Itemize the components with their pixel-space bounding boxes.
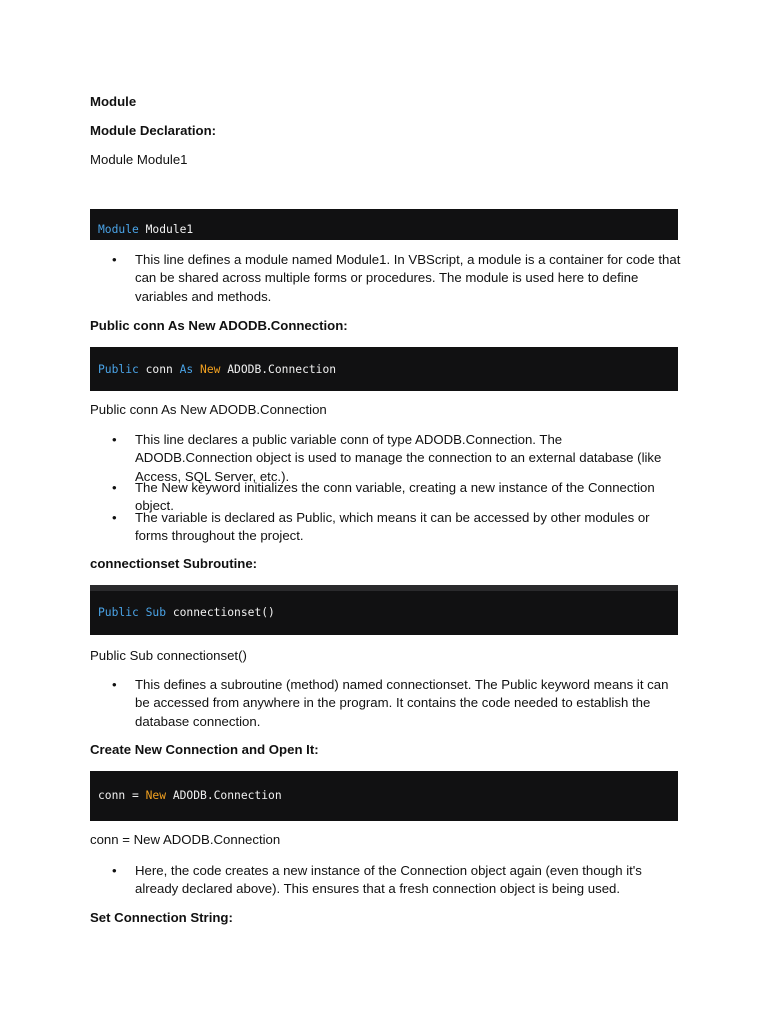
list-item — [112, 509, 682, 546]
bullet-icon: • — [112, 480, 117, 495]
code-block-sub — [90, 585, 678, 635]
code-keyword: Sub — [145, 606, 167, 619]
list-item — [112, 676, 682, 731]
bullet-text: The New keyword initializes the conn variable, creating a new instance of the Connection object. — [135, 480, 655, 514]
code-keyword: As — [179, 363, 194, 376]
create-text: conn = New ADODB.Connection — [90, 832, 281, 847]
bullet-text: Here, the code creates a new instance of the Connection object again (even though it's already declared above). This ensures that a fresh connection object is being used. — [135, 863, 642, 897]
code-block-module — [90, 209, 678, 240]
bullet-text: This line defines a module named Module1. In VBScript, a module is a container for code that can be shared across multiple forms or procedures. The module is used here to define variables and methods. — [135, 252, 681, 304]
sub-heading: connectionset Subroutine: — [90, 556, 258, 571]
list-item — [112, 251, 682, 306]
code-token: ADODB.Connection — [166, 789, 282, 802]
sub-text: Public Sub connectionset() — [90, 648, 247, 663]
set-heading: Set Connection String: — [90, 910, 233, 925]
code-token: Module1 — [138, 223, 194, 236]
code-line — [98, 363, 336, 376]
code-token: ADODB.Connection — [220, 363, 337, 376]
bullet-text: This line declares a public variable conn of type ADODB.Connection. The ADODB.Connection object is used to manage the connection to an external database (like Access, SQL Server, etc.). — [135, 432, 662, 484]
code-line — [98, 789, 282, 802]
code-line — [98, 223, 193, 236]
code-keyword: Public — [98, 606, 139, 619]
list-item — [112, 431, 682, 486]
code-block-create — [90, 771, 678, 821]
bullet-text: The variable is declared as Public, which means it can be accessed by other modules or forms throughout the project. — [135, 510, 650, 544]
conn-heading: Public conn As New ADODB.Connection: — [90, 318, 348, 333]
code-token: conn = — [98, 789, 146, 802]
bullet-text: This defines a subroutine (method) named connectionset. The Public keyword means it can be accessed from anywhere in the program. It contains the code needed to establish the database connection. — [135, 677, 669, 729]
code-block-conn — [90, 347, 678, 391]
create-heading: Create New Connection and Open It: — [90, 742, 319, 757]
code-keyword: Public — [98, 363, 139, 376]
bullet-icon: • — [112, 252, 117, 267]
bullet-icon: • — [112, 432, 117, 447]
module-declaration-text: Module Module1 — [90, 152, 188, 167]
bullet-icon: • — [112, 510, 117, 525]
list-item — [112, 862, 682, 899]
code-line — [98, 606, 275, 619]
module-title: Module — [90, 94, 137, 109]
code-keyword: New — [145, 789, 167, 802]
code-token: conn — [138, 363, 180, 376]
bullet-icon: • — [112, 677, 117, 692]
bullet-icon: • — [112, 863, 117, 878]
code-keyword: New — [200, 363, 221, 376]
module-declaration-heading: Module Declaration: — [90, 123, 217, 138]
code-keyword: Module — [98, 223, 139, 236]
code-token — [139, 606, 146, 619]
code-token: connectionset() — [166, 606, 275, 619]
conn-text: Public conn As New ADODB.Connection — [90, 402, 327, 417]
